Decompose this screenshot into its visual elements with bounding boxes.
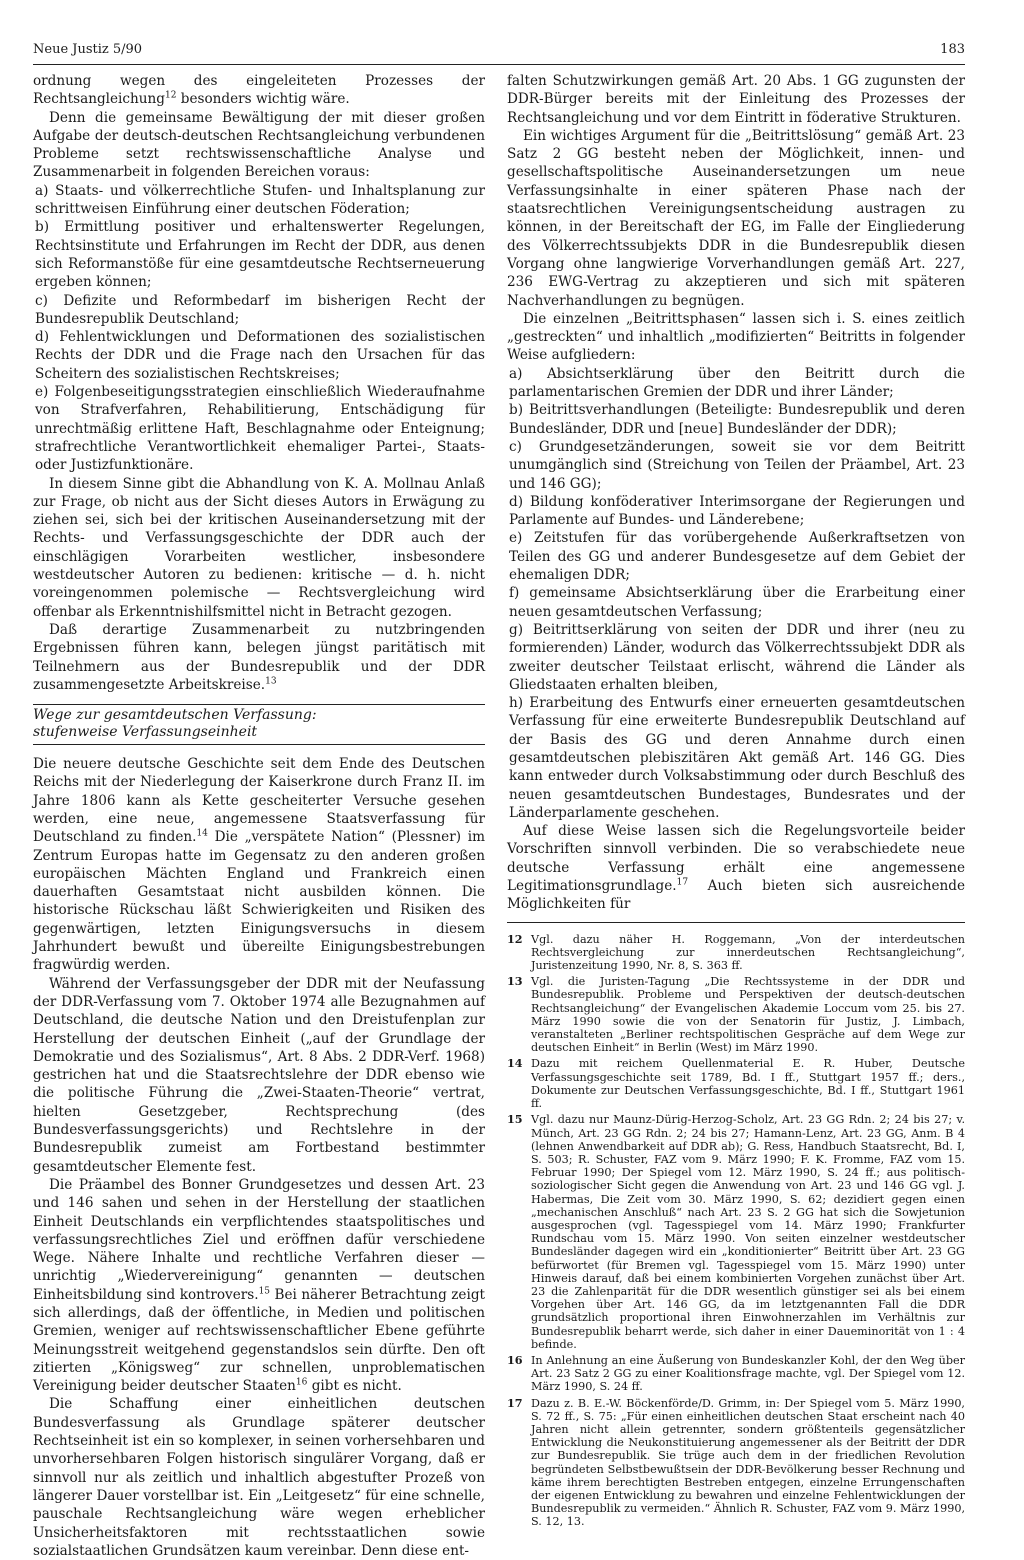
- section-heading-line: stufenweise Verfassungseinheit: [33, 724, 258, 741]
- footnote-ref[interactable]: 13: [265, 676, 277, 687]
- footnotes: [507, 933, 965, 1529]
- list-item: g) Beitrittserklärung von seiten der DDR und ihrer (neu zu formierenden) Länder, wodurch das Völkerrechtssubjekt DDR als zweiter deutscher Teilstaat erlischt, während die Länder als Gliedstaaten erhalten bleiben,: [509, 621, 965, 693]
- footnote-number: 15: [507, 1112, 523, 1127]
- list-item: c) Defizite und Reformbedarf im bisherigen Recht der Bundesrepublik Deutschland;: [35, 292, 485, 327]
- paragraph: [33, 621, 485, 694]
- paragraph-text: Auf diese Weise lassen sich die Regelungsvorteile beider Vorschriften sinnvoll verbinden. Die so verabschiedete neue deutsche Verfassung erhält eine angemessene Legitimationsgrundlage.: [507, 823, 965, 895]
- left-column: [33, 72, 485, 1560]
- list-item: d) Bildung konföderativer Interimsorgane der Regierungen und Parlamente auf Bundes- und Länderebene;: [509, 493, 965, 529]
- paragraph: [33, 72, 485, 109]
- paragraph: [507, 822, 965, 913]
- footnote-text: In Anlehnung an eine Äußerung von Bundeskanzler Kohl, der den Weg über Art. 23 Satz 2 GG zu einer Koalitionsfrage machte, vgl. Der Spiegel vom 12. März 1990, S. 24 ff.: [531, 1353, 965, 1394]
- paragraph-text: Bei näherer Betrachtung zeigt sich allerdings, daß der öffentliche, in Medien und politischen Gremien, weniger auf rechtswissenschaftlicher Ebene geführte Meinungsstreit weitgehend gegenstandslos sein dürfte. Den oft zitierten „Königsweg“ zur schnellen, unproblematischen Vereinigung beider deutscher Staaten: [33, 1286, 485, 1395]
- paragraph-text: Die neuere deutsche Geschichte seit dem Ende des Deutschen Reichs mit der Niederlegung der Kaiserkrone durch Franz II. im Jahre 1806 kann als Kette gescheiterter Versuche gesehen werden, eine neue, angemessene Staatsverfassung für Deutschland zu finden.: [33, 756, 485, 846]
- list-item: b) Ermittlung positiver und erhaltenswerter Regelungen, Rechtsinstitute und Erfahrungen im Recht der DDR, aus denen sich Reformanstöße für eine gesamtdeutsche Rechtserneuerung ergeben können;: [35, 219, 485, 291]
- paragraph: [33, 755, 485, 975]
- section-heading: [33, 704, 485, 745]
- paragraph-text: besonders wichtig wäre.: [176, 91, 350, 108]
- footnote-text: Dazu mit reichem Quellenmaterial E. R. Huber, Deutsche Verfassungsgeschichte seit 1789, Bd. I ff., Stuttgart 1957 ff.; ders., Dokumente zur Deutschen Verfassungsgeschichte, Bd. I ff., Stuttgart 1961 ff.: [531, 1057, 965, 1111]
- paragraph-text: gibt es nicht.: [307, 1378, 402, 1395]
- footnote-number: 12: [507, 931, 523, 946]
- paragraph: Die einzelnen „Beitrittsphasen“ lassen sich i. S. eines zeitlich „gestreckten“ und inhaltlich „modifizierten“ Beitritts in folgender Weise aufgliedern:: [507, 310, 965, 364]
- list-item: e) Folgenbeseitigungsstrategien einschließlich Wiederaufnahme von Strafverfahren, Rehabilitierung, Entschädigung für unrechtmäßig erlittene Haft, Beschlagnahme oder Enteignung; strafrechtliche Verantwortlichkeit ehemaliger Partei-, Staats- oder Justizfunktionäre.: [35, 384, 485, 474]
- footnote: [507, 1397, 965, 1529]
- footnote-text: Vgl. dazu nur Maunz-Dürig-Herzog-Scholz, Art. 23 GG Rdn. 2; 24 bis 27; v. Münch, Art. 23 GG Rdn. 2; 24 bis 27; Hamann-Lenz, Art. 23 GG, Anm. B 4 (lehnen Anwendbarkeit auf DDR ab); G. Ress, Handbuch Staatsrecht, Bd. I, S. 503; R. Schuster, FAZ vom 9. März 1990; F. K. Fromme, FAZ vom 15. Februar 1990; Der Spiegel vom 12. März 1990, S. 24 ff.; aus politisch-soziologischer Sicht gegen die Anwendung von Art. 23 und 146 GG vgl. J. Habermas, Die Zeit vom 30. März 1990, S. 62; dezidiert gegen einen „mechanischen Anschluß“ nach Art. 23 S. 2 GG hat sich die Sowjetunion ausgesprochen (vgl. Tagesspiegel vom 14. März 1990; Frankfurter Rundschau vom 15. März 1990. Von seiten einzelner westdeutscher Bundesländer dagegen wird ein „konditionierter“ Beitritt über Art. 23 GG befürwortet (für Bremen vgl. Tagesspiegel vom 15. März 1990) unter Hinweis darauf, daß bei einem kombinierten Vorgehen zunächst über Art. 23 die Zahlenparität für die DDR wesentlich günstiger sei als bei einem Vorgehen über Art. 146 GG, da im letztgenannten Fall die DDR grundsätzlich proportional ihren Einwohnerzahlen im Verhältnis zur Bundesrepublik beharrt werde, sich daher in einer Daueminorität von 1 : 4 befinde.: [531, 1113, 965, 1351]
- footnote-ref[interactable]: 17: [676, 877, 689, 888]
- list-item: c) Grundgesetzänderungen, soweit sie vor dem Beitritt unumgänglich sind (Streichung von Teilen der Präambel, Art. 23 und 146 GG);: [509, 438, 965, 492]
- footnote-ref[interactable]: 16: [295, 1377, 308, 1388]
- list-item: d) Fehlentwicklungen und Deformationen des sozialistischen Rechts der DDR und die Frage nach den Ursachen für das Scheitern des sozialistischen Rechtskreises;: [35, 329, 485, 382]
- footnote-rule: [507, 922, 965, 923]
- paragraph: [33, 1176, 485, 1396]
- footnote-number: 16: [507, 1352, 523, 1367]
- paragraph-text: Auch bieten sich ausreichende Möglichkeiten für: [507, 878, 965, 913]
- list-item: h) Erarbeitung des Entwurfs einer erneuerten gesamtdeutschen Verfassung für eine erweiterte Bundesrepublik Deutschland auf der Basis des GG und deren Annahme durch einen gesamtdeutschen plebiszitären Akt gemäß Art. 146 GG. Dies kann entweder durch Volksabstimmung oder durch Beschluß des neuen gesamtdeutschen Bundestages, Bundesrates und der Länderparlamente geschehen.: [509, 695, 965, 821]
- footnote: [507, 933, 965, 973]
- journal-title: Neue Justiz 5/90: [33, 42, 143, 57]
- paragraph: Während der Verfassungsgeber der DDR mit der Neufassung der DDR-Verfassung vom 7. Oktober 1974 alle Bezugnahmen auf Deutschland, die deutsche Nation und den Dreistufenplan zur Herstellung der deutschen Einheit („auf der Grundlage der Demokratie und des Sozialismus“, Art. 8 Abs. 2 DDR-Verf. 1968) gestrichen hat und die Staatsrechtslehre der DDR ebenso wie die politische Führung die „Zwei-Staaten-Theorie“ vertrat, hielten Gesetzgeber, Rechtsprechung (des Bundesverfassungsgerichts) und Rechtslehre in der Bundesrepublik zumeist am Fortbestand bestimmter gesamtdeutscher Elemente fest.: [33, 975, 485, 1175]
- paragraph: In diesem Sinne gibt die Abhandlung von K. A. Mollnau Anlaß zur Frage, ob nicht aus der Sicht dieses Autors in Erwägung zu ziehen sei, sich bei der kritischen Auseinandersetzung mit der Rechts- und Verfassungsgeschichte der DDR auch der einschlägigen Vorarbeiten westlicher, insbesondere westdeutscher Autoren zu bedienen: kritische — d. h. nicht voreingenommen polemische — Rechtsvergleichung wird offenbar als Erkenntnishilfsmittel nicht in Betracht gezogen.: [33, 475, 485, 620]
- footnote: [507, 1354, 965, 1394]
- footnote: [507, 1113, 965, 1351]
- footnote-text: Vgl. dazu näher H. Roggemann, „Von der interdeutschen Rechtsvergleichung zur innerdeutschen Rechtsangleichung“, Juristenzeitung 1990, Nr. 8, S. 363 ff.: [531, 932, 965, 973]
- page-number: 183: [940, 42, 965, 57]
- footnote: [507, 1057, 965, 1110]
- footnote: [507, 975, 965, 1054]
- footnote-number: 14: [507, 1056, 523, 1071]
- footnote-ref[interactable]: 12: [164, 90, 177, 101]
- footnote-number: 13: [507, 974, 523, 989]
- paragraph-text: Daß derartige Zusammenarbeit zu nutzbringenden Ergebnissen führen kann, belegen jüngst paritätisch mit Teilnehmern aus der Bundesrepublik und der DDR zusammengesetzte Arbeitskreise.: [33, 621, 485, 693]
- footnote-text: Vgl. die Juristen-Tagung „Die Rechtssysteme in der DDR und Bundesrepublik. Probleme und Perspektiven der deutsch-deutschen Rechtsangleichung“ der Evangelischen Akademie Loccum vom 25. bis 27. März 1990 sowie die von der Senatorin für Justiz, J. Limbach, veranstalteten „Berliner rechtspolitischen Gespräche auf dem Wege zur deutschen Einheit“ in Berlin (West) im März 1990.: [531, 975, 965, 1055]
- paragraph-text: Die „verspätete Nation“ (Plessner) im Zentrum Europas hatte im Gegensatz zu den anderen großen europäischen Mächten England und Frankreich einen dauerhaften Gesamtstaat nicht ausbilden können. Die historische Rückschau läßt Schwierigkeiten und Risiken des gegenwärtigen, letzten Einigungsversuchs in diesem Jahrhundert bewußt und übereilte Einigungsbestrebungen fragwürdig werden.: [33, 829, 485, 974]
- page-header: [33, 38, 965, 62]
- paragraph: Ein wichtiges Argument für die „Beitrittslösung“ gemäß Art. 23 Satz 2 GG besteht neben der Möglichkeit, innen- und gesellschaftspolitische Auseinandersetzungen um neue Verfassungsinhalte in einer späteren Phase nach der staatsrechtlichen Vereinigungsentscheidung austragen zu können, in der Bereitschaft der EG, im Falle der Eingliederung des Völkerrechtssubjekts DDR in die Bundesrepublik diesen Vorgang ohne langwierige Vorverhandlungen gemäß Art. 227, 236 EWG-Vertrag zu akzeptieren und sich mit späteren Nachverhandlungen zu begnügen.: [507, 127, 965, 309]
- footnote-ref[interactable]: 14: [196, 828, 208, 839]
- paragraph-text: Die Präambel des Bonner Grundgesetzes und dessen Art. 23 und 146 sahen und sehen in der Herstellung der staatlichen Einheit Deutschlands ein verpflichtendes staatspolitisches und verfassungsrechtliches Ziel und eröffnen dafür verschiedene Wege. Nähere Inhalte und rechtliche Verfahren dieser — unrichtig „Wiedervereinigung“ genannten — deutschen Einheitsbildung sind kontrovers.: [33, 1176, 485, 1303]
- list-item: a) Absichtserklärung über den Beitritt durch die parlamentarischen Gremien der DDR und ihrer Länder;: [509, 365, 965, 401]
- header-rule: [33, 64, 965, 65]
- paragraph: Denn die gemeinsame Bewältigung der mit dieser großen Aufgabe der deutsch-deutschen Rechtsangleichung verbundenen Probleme setzt rechtswissenschaftliche Analyse und Zusammenarbeit in folgenden Bereichen voraus:: [33, 109, 485, 181]
- paragraph-text: ordnung wegen des eingeleiteten Prozesses der Rechtsangleichung: [33, 73, 485, 108]
- paragraph: Die Schaffung einer einheitlichen deutschen Bundesverfassung als Grundlage späterer deutscher Rechtseinheit ist ein so komplexer, in seinen vorhersehbaren und unvorhersehbaren Folgen historisch singulärer Vorgang, daß er sinnvoll nur als zeitlich und inhaltlich abgestufter Prozeß von längerer Dauer vorstellbar ist. Ein „Leitgesetz“ für eine schnelle, pauschale Rechtsangleichung wäre wegen erheblicher Unsicherheitsfaktoren mit rechtsstaatlichen sowie sozialstaatlichen Grundsätzen kaum vereinbar. Denn diese ent-: [33, 1396, 485, 1559]
- list-item: a) Staats- und völkerrechtliche Stufen- und Inhaltsplanung zur schrittweisen Einführung einer deutschen Föderation;: [35, 182, 485, 218]
- footnote-text: Dazu z. B. E.-W. Böckenförde/D. Grimm, in: Der Spiegel vom 5. März 1990, S. 72 ff., S. 75: „Für einen einheitlichen deutschen Staat erscheint nach 40 Jahren nicht allein getrennter, sondern größtenteils gegensätzlicher Entwicklung die Neukonstituierung angemessener als der Beitritt der DDR zur Bundesrepublik. Sie trüge auch dem in der friedlichen Revolution begründeten Selbstbewußtsein der DDR-Bevölkerung besser Rechnung und käme ihrem berechtigten Bestreben entgegen, einzelne Errungenschaften der eigenen Entwicklung zu bewahren und einzelne Fehlentwicklungen der Bundesrepublik zu vermeiden.“ Ähnlich R. Schuster, FAZ vom 9. März 1990, S. 12, 13.: [531, 1396, 965, 1529]
- list-item: b) Beitrittsverhandlungen (Beteiligte: Bundesrepublik und deren Bundesländer, DDR und [neue] Bundesländer der DDR);: [509, 402, 965, 437]
- list-item: e) Zeitstufen für das vorübergehende Außerkraftsetzen von Teilen des GG und anderer Bundesgesetze auf dem Gebiet der ehemaligen DDR;: [509, 530, 965, 584]
- paragraph: falten Schutzwirkungen gemäß Art. 20 Abs. 1 GG zugunsten der DDR-Bürger bereits mit der Einleitung des Prozesses der Rechtsangleichung und vor dem Eintritt in föderative Strukturen.: [507, 73, 965, 126]
- footnote-ref[interactable]: 15: [258, 1286, 271, 1297]
- right-column: [507, 72, 965, 1532]
- list-item: f) gemeinsame Absichtserklärung über die Erarbeitung einer neuen gesamtdeutschen Verfassung;: [509, 585, 965, 620]
- footnote-number: 17: [507, 1395, 523, 1410]
- section-heading-line: Wege zur gesamtdeutschen Verfassung:: [33, 707, 317, 724]
